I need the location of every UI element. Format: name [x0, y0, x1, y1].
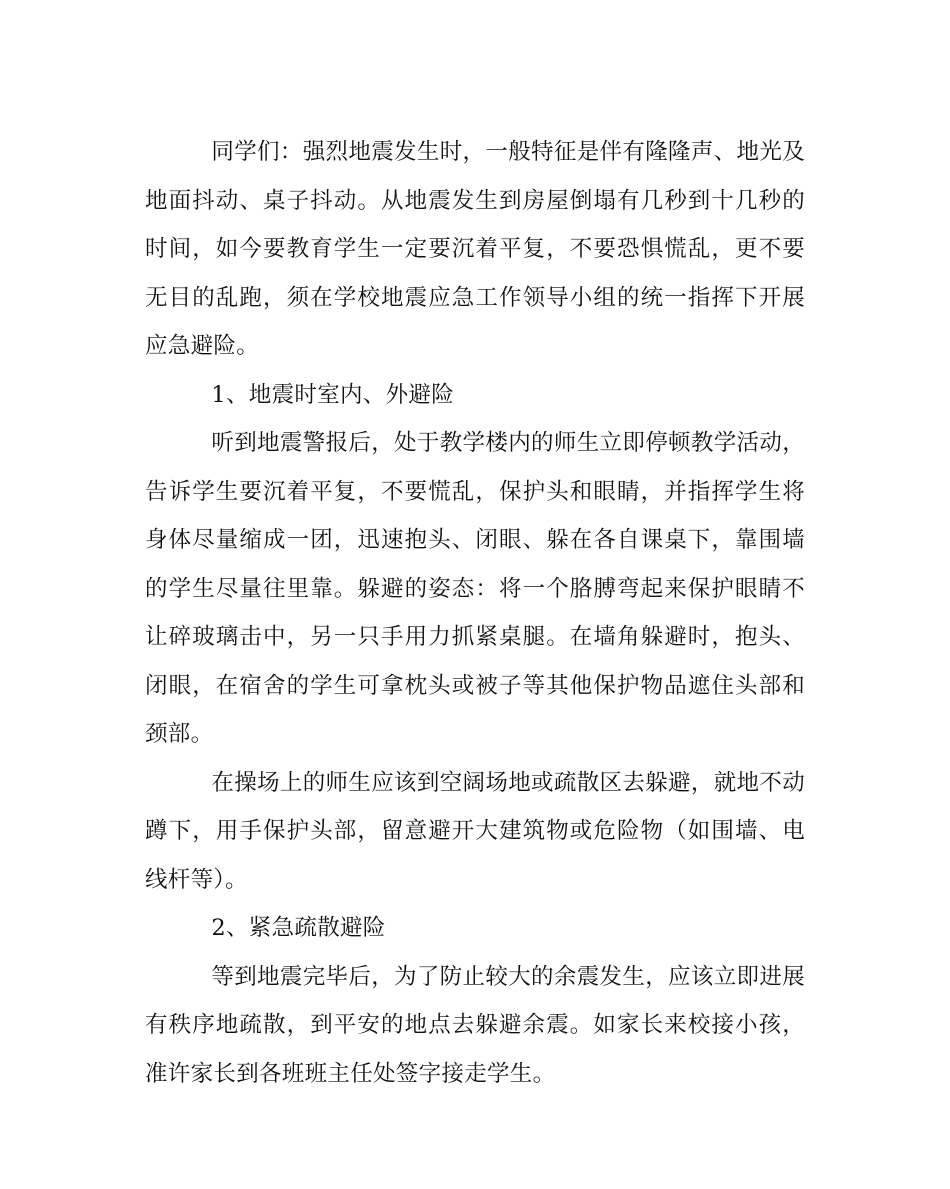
document-body — [145, 128, 805, 1098]
outdoor-paragraph: 在操场上的师生应该到空阔场地或疏散区去躲避，就地不动蹲下，用手保护头部，留意避开大建筑物或危险物（如围墙、电线杆等）。 — [145, 769, 805, 893]
section-2-heading: 2、紧急疏散避险 — [211, 915, 386, 941]
section-1-heading: 1、地震时室内、外避险 — [211, 381, 454, 408]
evacuation-paragraph: 等到地震完毕后，为了防止较大的余震发生，应该立即进展有秩序地疏散，到平安的地点去躲避余震。如家长来校接小孩，准许家长到各班班主任处签字接走学生。 — [145, 963, 805, 1087]
indoor-paragraph: 听到地震警报后，处于教学楼内的师生立即停顿教学活动，告诉学生要沉着平复，不要慌乱，保护头和眼睛，并指挥学生将身体尽量缩成一团，迅速抱头、闭眼、躲在各自课桌下，靠围墙的学生尽量往里靠。躲避的姿态：将一个胳膊弯起来保护眼睛不让碎玻璃击中，另一只手用力抓紧桌腿。在墙角躲避时，抱头、闭眼，在宿舍的学生可拿枕头或被子等其他保护物品遮住头部和颈部。 — [145, 430, 805, 747]
intro-paragraph: 同学们：强烈地震发生时，一般特征是伴有隆隆声、地光及地面抖动、桌子抖动。从地震发生到房屋倒塌有几秒到十几秒的时间，如今要教育学生一定要沉着平复，不要恐惧慌乱，更不要无目的乱跑，须在学校地震应急工作领导小组的统一指挥下开展应急避险。 — [145, 139, 805, 359]
